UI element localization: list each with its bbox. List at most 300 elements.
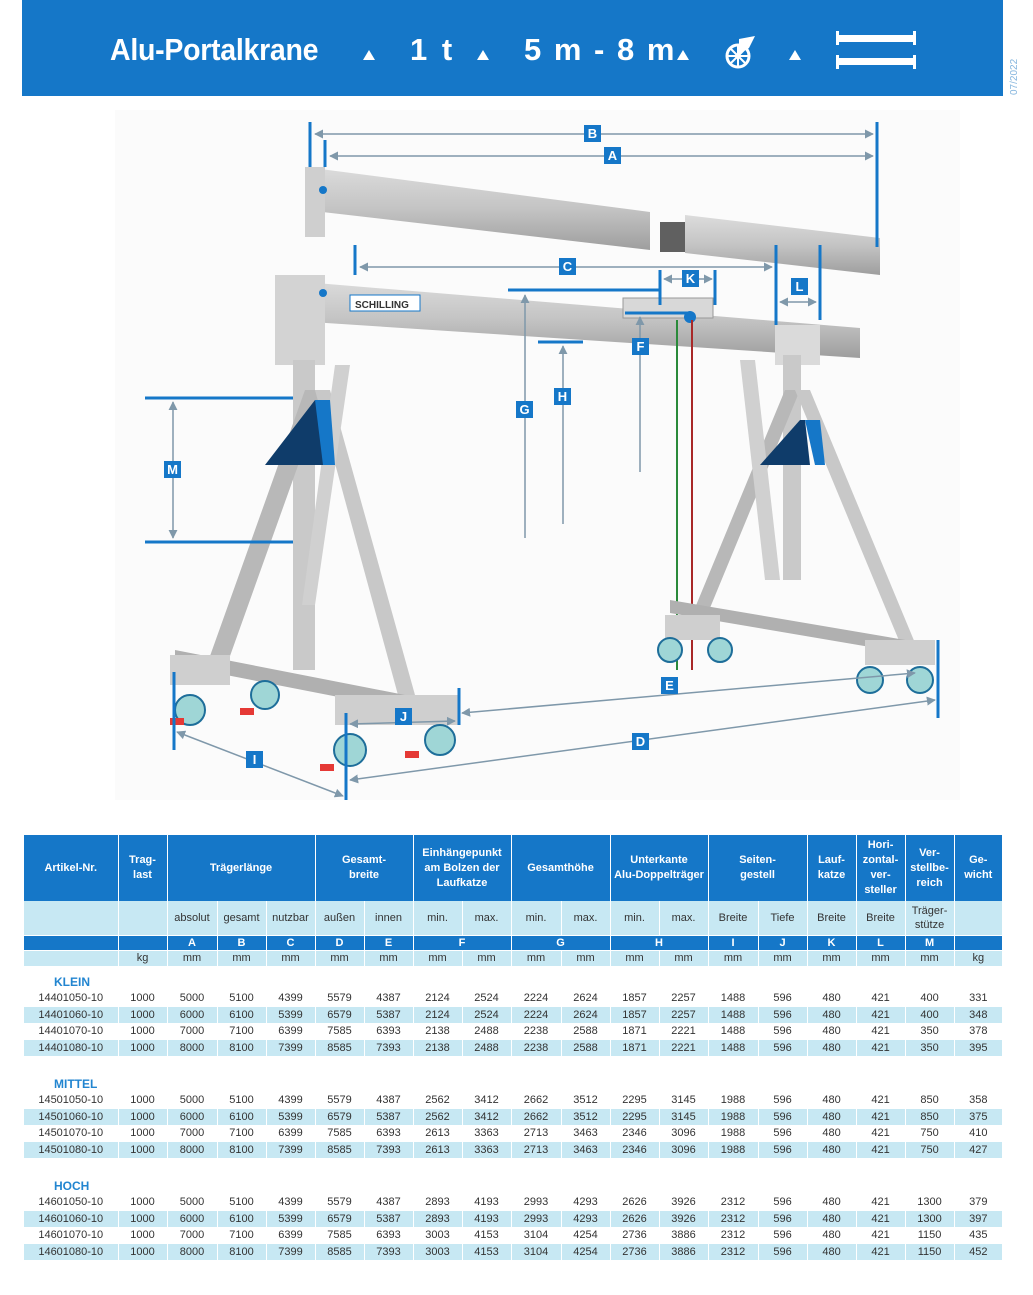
table-cell: 1000 — [118, 1142, 167, 1159]
table-cell: 2624 — [561, 1007, 610, 1024]
dimension-label-l: L — [791, 278, 808, 295]
table-cell: 7585 — [315, 1227, 364, 1244]
svg-text:SCHILLING: SCHILLING — [355, 300, 409, 311]
table-cell: 4387 — [364, 1092, 413, 1109]
table-cell: 3886 — [659, 1227, 708, 1244]
article-number: 14401060-10 — [24, 1007, 118, 1024]
table-cell: 2221 — [659, 1040, 708, 1057]
unit-label: mm — [561, 950, 610, 966]
table-cell: 375 — [954, 1109, 1002, 1126]
table-cell: 2124 — [413, 990, 462, 1007]
table-cell: 2238 — [511, 1040, 561, 1057]
table-cell: 7100 — [217, 1023, 266, 1040]
span-range: 5 m - 8 m — [524, 32, 677, 67]
table-cell: 850 — [905, 1092, 954, 1109]
table-cell: 7399 — [266, 1040, 315, 1057]
table-cell: 6100 — [217, 1211, 266, 1228]
triangle-up-icon — [677, 50, 689, 60]
table-cell: 480 — [807, 1244, 856, 1261]
table-cell: 8585 — [315, 1244, 364, 1261]
unit-label: mm — [659, 950, 708, 966]
table-cell: 596 — [758, 1007, 807, 1024]
table-cell: 3145 — [659, 1109, 708, 1126]
table-cell: 4193 — [462, 1194, 511, 1211]
table-cell: 452 — [954, 1244, 1002, 1261]
table-cell: 421 — [856, 1125, 905, 1142]
article-number: 14501050-10 — [24, 1092, 118, 1109]
table-cell: 596 — [758, 1109, 807, 1126]
table-cell: 2588 — [561, 1040, 610, 1057]
table-cell: 4387 — [364, 990, 413, 1007]
dimension-label-a: A — [604, 147, 621, 164]
dimension-label-e: E — [661, 677, 678, 694]
table-cell: 6393 — [364, 1227, 413, 1244]
table-cell: 3926 — [659, 1211, 708, 1228]
group-heading-row — [24, 1170, 1002, 1194]
dimension-letter: B — [217, 935, 266, 950]
table-cell: 596 — [758, 1142, 807, 1159]
table-cell: 2626 — [610, 1211, 659, 1228]
table-cell: 3412 — [462, 1092, 511, 1109]
table-cell: 3463 — [561, 1125, 610, 1142]
dimension-label-f: F — [632, 338, 649, 355]
table-cell: 1988 — [708, 1092, 758, 1109]
spacer — [24, 1056, 1002, 1068]
table-cell: 7393 — [364, 1142, 413, 1159]
table-cell: 2662 — [511, 1109, 561, 1126]
table-cell: 3512 — [561, 1092, 610, 1109]
dimension-letter: G — [511, 935, 610, 950]
table-cell: 4387 — [364, 1194, 413, 1211]
dimension-label-g: G — [516, 401, 533, 418]
table-cell: 2488 — [462, 1023, 511, 1040]
table-cell: 596 — [758, 1023, 807, 1040]
article-number: 14401050-10 — [24, 990, 118, 1007]
table-cell: 4153 — [462, 1227, 511, 1244]
table-cell: 480 — [807, 1142, 856, 1159]
column-subheader — [118, 901, 167, 935]
table-cell: 378 — [954, 1023, 1002, 1040]
table-cell: 480 — [807, 990, 856, 1007]
table-cell: 2524 — [462, 1007, 511, 1024]
unit-label: mm — [167, 950, 217, 966]
table-row — [24, 1142, 1002, 1159]
table-cell: 1857 — [610, 1007, 659, 1024]
table-cell: 4293 — [561, 1211, 610, 1228]
column-subheader: max. — [462, 901, 511, 935]
table-cell: 6393 — [364, 1023, 413, 1040]
table-cell: 1000 — [118, 1227, 167, 1244]
table-cell: 480 — [807, 1040, 856, 1057]
column-header — [511, 835, 610, 901]
triangle-up-icon — [363, 50, 375, 60]
column-header — [954, 835, 1002, 901]
table-cell: 596 — [758, 1211, 807, 1228]
unit-label: mm — [266, 950, 315, 966]
table-cell: 2736 — [610, 1227, 659, 1244]
table-cell: 8100 — [217, 1244, 266, 1261]
article-number: 14401070-10 — [24, 1023, 118, 1040]
dimension-label-i: I — [246, 751, 263, 768]
table-cell: 5399 — [266, 1007, 315, 1024]
table-cell: 3145 — [659, 1092, 708, 1109]
column-header — [708, 835, 807, 901]
table-cell: 8100 — [217, 1142, 266, 1159]
table-cell: 358 — [954, 1092, 1002, 1109]
column-header — [807, 835, 856, 901]
article-number: 14501060-10 — [24, 1109, 118, 1126]
table-cell: 8100 — [217, 1040, 266, 1057]
unit-label: mm — [462, 950, 511, 966]
column-header-label: Ge- wicht — [964, 854, 993, 881]
spec-table-grid — [24, 835, 1002, 1260]
table-cell: 3926 — [659, 1194, 708, 1211]
unit-label: mm — [315, 950, 364, 966]
table-row — [24, 1125, 1002, 1142]
table-cell: 1150 — [905, 1244, 954, 1261]
table-cell: 6399 — [266, 1227, 315, 1244]
column-subheader: Tiefe — [758, 901, 807, 935]
column-subheader — [954, 901, 1002, 935]
article-number: 14401080-10 — [24, 1040, 118, 1057]
table-cell: 4254 — [561, 1244, 610, 1261]
column-header-label: Ver- stellbe- reich — [910, 846, 949, 889]
column-header-label: Trägerlänge — [209, 861, 273, 874]
table-cell: 2257 — [659, 990, 708, 1007]
table-cell: 2626 — [610, 1194, 659, 1211]
column-header-label: Unterkante Alu-Doppelträger — [614, 854, 704, 881]
table-cell: 2138 — [413, 1023, 462, 1040]
table-cell: 1300 — [905, 1211, 954, 1228]
table-cell: 1000 — [118, 1125, 167, 1142]
table-cell: 421 — [856, 1109, 905, 1126]
column-header-label: Hori- zontal- ver- steller — [862, 839, 899, 896]
column-subheader: max. — [659, 901, 708, 935]
table-cell: 5387 — [364, 1007, 413, 1024]
table-cell: 6000 — [167, 1007, 217, 1024]
column-header — [610, 835, 708, 901]
column-subheader: min. — [413, 901, 462, 935]
table-cell: 7585 — [315, 1023, 364, 1040]
column-header-label: Trag- last — [129, 854, 156, 881]
unit-label: kg — [118, 950, 167, 966]
column-header — [905, 835, 954, 901]
table-cell: 2662 — [511, 1092, 561, 1109]
table-cell: 1488 — [708, 1040, 758, 1057]
triangle-up-icon — [477, 50, 489, 60]
table-cell: 4399 — [266, 1194, 315, 1211]
table-cell: 3363 — [462, 1142, 511, 1159]
table-cell: 4399 — [266, 1092, 315, 1109]
table-cell: 1150 — [905, 1227, 954, 1244]
header-row-dimension-letters — [24, 935, 1002, 950]
spacer-row — [24, 1056, 1002, 1068]
table-cell: 4153 — [462, 1244, 511, 1261]
table-cell: 7399 — [266, 1244, 315, 1261]
table-cell: 1000 — [118, 1244, 167, 1261]
header-row-sub — [24, 901, 1002, 935]
table-cell: 3363 — [462, 1125, 511, 1142]
table-cell: 480 — [807, 1125, 856, 1142]
dimension-letter — [954, 935, 1002, 950]
table-cell: 2312 — [708, 1227, 758, 1244]
table-cell: 1000 — [118, 1109, 167, 1126]
group-heading: HOCH — [54, 1178, 90, 1193]
double-beam-icon — [836, 31, 916, 69]
table-cell: 7399 — [266, 1142, 315, 1159]
table-cell: 7393 — [364, 1040, 413, 1057]
table-cell: 3096 — [659, 1142, 708, 1159]
table-cell: 2138 — [413, 1040, 462, 1057]
table-cell: 596 — [758, 1194, 807, 1211]
table-cell: 596 — [758, 1227, 807, 1244]
table-cell: 2736 — [610, 1244, 659, 1261]
table-cell: 5579 — [315, 990, 364, 1007]
table-cell: 2312 — [708, 1194, 758, 1211]
unit-label: kg — [954, 950, 1002, 966]
table-cell: 750 — [905, 1125, 954, 1142]
column-subheader — [24, 901, 118, 935]
table-cell: 2993 — [511, 1211, 561, 1228]
dimension-letter: D — [315, 935, 364, 950]
table-cell: 3463 — [561, 1142, 610, 1159]
table-cell: 3104 — [511, 1244, 561, 1261]
column-header-label: Gesamt- breite — [341, 854, 387, 881]
dimension-letter: C — [266, 935, 315, 950]
table-cell: 2257 — [659, 1007, 708, 1024]
table-cell: 1488 — [708, 1023, 758, 1040]
table-cell: 421 — [856, 1244, 905, 1261]
column-header — [167, 835, 315, 901]
table-cell: 6579 — [315, 1211, 364, 1228]
table-cell: 480 — [807, 1194, 856, 1211]
table-cell: 348 — [954, 1007, 1002, 1024]
header-row-units — [24, 950, 1002, 966]
table-cell: 5387 — [364, 1211, 413, 1228]
table-cell: 1300 — [905, 1194, 954, 1211]
table-cell: 6000 — [167, 1109, 217, 1126]
unit-label: mm — [905, 950, 954, 966]
table-cell: 2224 — [511, 1007, 561, 1024]
table-row — [24, 1227, 1002, 1244]
table-cell: 8000 — [167, 1142, 217, 1159]
article-number: 14601080-10 — [24, 1244, 118, 1261]
table-cell: 596 — [758, 1244, 807, 1261]
table-cell: 5100 — [217, 1092, 266, 1109]
unit-label: mm — [708, 950, 758, 966]
dimension-label-b: B — [584, 125, 601, 142]
column-header — [315, 835, 413, 901]
table-cell: 1871 — [610, 1023, 659, 1040]
table-cell: 6399 — [266, 1023, 315, 1040]
table-cell: 2713 — [511, 1125, 561, 1142]
table-cell: 8000 — [167, 1040, 217, 1057]
dimension-letter: H — [610, 935, 708, 950]
column-subheader: min. — [610, 901, 659, 935]
spacer — [24, 1158, 1002, 1170]
table-cell: 5000 — [167, 1092, 217, 1109]
column-subheader: max. — [561, 901, 610, 935]
table-cell: 421 — [856, 1227, 905, 1244]
table-row — [24, 1092, 1002, 1109]
table-cell: 2562 — [413, 1092, 462, 1109]
table-cell: 6579 — [315, 1007, 364, 1024]
table-cell: 1000 — [118, 1194, 167, 1211]
table-cell: 5579 — [315, 1194, 364, 1211]
table-cell: 2295 — [610, 1109, 659, 1126]
table-cell: 8585 — [315, 1040, 364, 1057]
table-cell: 596 — [758, 1040, 807, 1057]
dimension-letter: L — [856, 935, 905, 950]
table-cell: 421 — [856, 1007, 905, 1024]
dimension-letter: J — [758, 935, 807, 950]
dimension-letter: E — [364, 935, 413, 950]
article-number: 14601060-10 — [24, 1211, 118, 1228]
table-cell: 1000 — [118, 1211, 167, 1228]
group-heading-row — [24, 966, 1002, 990]
table-cell: 400 — [905, 990, 954, 1007]
triangle-up-icon — [789, 50, 801, 60]
article-number: 14501080-10 — [24, 1142, 118, 1159]
column-subheader: innen — [364, 901, 413, 935]
table-row — [24, 1023, 1002, 1040]
table-cell: 1871 — [610, 1040, 659, 1057]
table-cell: 5399 — [266, 1109, 315, 1126]
table-cell: 6100 — [217, 1007, 266, 1024]
table-cell: 2893 — [413, 1211, 462, 1228]
table-cell: 4293 — [561, 1194, 610, 1211]
table-cell: 2613 — [413, 1142, 462, 1159]
table-cell: 480 — [807, 1211, 856, 1228]
dimension-letter: A — [167, 935, 217, 950]
table-cell: 8585 — [315, 1142, 364, 1159]
table-cell: 5000 — [167, 1194, 217, 1211]
table-cell: 2238 — [511, 1023, 561, 1040]
unit-label: mm — [511, 950, 561, 966]
table-cell: 2346 — [610, 1125, 659, 1142]
table-cell: 3003 — [413, 1227, 462, 1244]
table-row — [24, 1244, 1002, 1261]
table-row — [24, 1109, 1002, 1126]
header-row-main — [24, 835, 1002, 901]
table-cell: 3096 — [659, 1125, 708, 1142]
table-cell: 435 — [954, 1227, 1002, 1244]
unit-label: mm — [413, 950, 462, 966]
table-cell: 2346 — [610, 1142, 659, 1159]
table-cell: 5100 — [217, 1194, 266, 1211]
dimension-label-j: J — [395, 708, 412, 725]
column-header — [118, 835, 167, 901]
table-cell: 5387 — [364, 1109, 413, 1126]
table-cell: 6000 — [167, 1211, 217, 1228]
table-cell: 5100 — [217, 990, 266, 1007]
dimension-letter — [118, 935, 167, 950]
table-cell: 3886 — [659, 1244, 708, 1261]
table-cell: 596 — [758, 1125, 807, 1142]
dimension-letter: I — [708, 935, 758, 950]
table-cell: 421 — [856, 990, 905, 1007]
table-cell: 421 — [856, 1194, 905, 1211]
column-subheader: Breite — [856, 901, 905, 935]
table-cell: 7000 — [167, 1227, 217, 1244]
table-cell: 750 — [905, 1142, 954, 1159]
table-cell: 480 — [807, 1227, 856, 1244]
table-cell: 2588 — [561, 1023, 610, 1040]
table-cell: 421 — [856, 1023, 905, 1040]
crane-illustration — [115, 110, 960, 800]
table-cell: 2312 — [708, 1244, 758, 1261]
table-cell: 1857 — [610, 990, 659, 1007]
table-cell: 2613 — [413, 1125, 462, 1142]
table-cell: 2993 — [511, 1194, 561, 1211]
table-cell: 2488 — [462, 1040, 511, 1057]
page-title: Alu-Portalkrane — [110, 32, 319, 67]
table-cell: 7000 — [167, 1023, 217, 1040]
unit-label: mm — [364, 950, 413, 966]
unit-label: mm — [856, 950, 905, 966]
unit-label: mm — [217, 950, 266, 966]
table-cell: 2713 — [511, 1142, 561, 1159]
table-cell: 2221 — [659, 1023, 708, 1040]
table-cell: 7393 — [364, 1244, 413, 1261]
load-capacity: 1 t — [410, 32, 456, 67]
spec-table — [24, 835, 1002, 1260]
column-subheader: Breite — [807, 901, 856, 935]
group-heading: MITTEL — [54, 1076, 98, 1091]
column-header — [24, 835, 118, 901]
group-heading-row — [24, 1068, 1002, 1092]
column-header-label: Artikel-Nr. — [44, 861, 98, 874]
table-cell: 7585 — [315, 1125, 364, 1142]
dimension-label-d: D — [632, 733, 649, 750]
table-row — [24, 1007, 1002, 1024]
table-row — [24, 1194, 1002, 1211]
table-cell: 397 — [954, 1211, 1002, 1228]
article-number: 14501070-10 — [24, 1125, 118, 1142]
article-number: 14601070-10 — [24, 1227, 118, 1244]
table-cell: 395 — [954, 1040, 1002, 1057]
table-cell: 4193 — [462, 1211, 511, 1228]
dimension-label-m: M — [164, 461, 181, 478]
table-cell: 2893 — [413, 1194, 462, 1211]
column-header — [856, 835, 905, 901]
table-cell: 2562 — [413, 1109, 462, 1126]
crane-diagram — [115, 110, 960, 800]
unit-label — [24, 950, 118, 966]
table-cell: 350 — [905, 1040, 954, 1057]
table-cell: 7100 — [217, 1227, 266, 1244]
table-cell: 1000 — [118, 1040, 167, 1057]
table-cell: 850 — [905, 1109, 954, 1126]
date-stamp: 07/2022 — [1009, 58, 1020, 95]
table-cell: 421 — [856, 1092, 905, 1109]
table-cell: 1000 — [118, 1007, 167, 1024]
spacer-row — [24, 1158, 1002, 1170]
table-cell: 7100 — [217, 1125, 266, 1142]
table-cell: 2524 — [462, 990, 511, 1007]
table-cell: 6579 — [315, 1109, 364, 1126]
unit-label: mm — [610, 950, 659, 966]
castor-wheel-icon — [725, 36, 757, 70]
table-cell: 379 — [954, 1194, 1002, 1211]
dimension-letter — [24, 935, 118, 950]
column-header-label: Einhängepunkt am Bolzen der Laufkatze — [422, 846, 502, 889]
column-header — [413, 835, 511, 901]
table-cell: 480 — [807, 1007, 856, 1024]
table-cell: 8000 — [167, 1244, 217, 1261]
table-cell: 4254 — [561, 1227, 610, 1244]
table-cell: 596 — [758, 990, 807, 1007]
